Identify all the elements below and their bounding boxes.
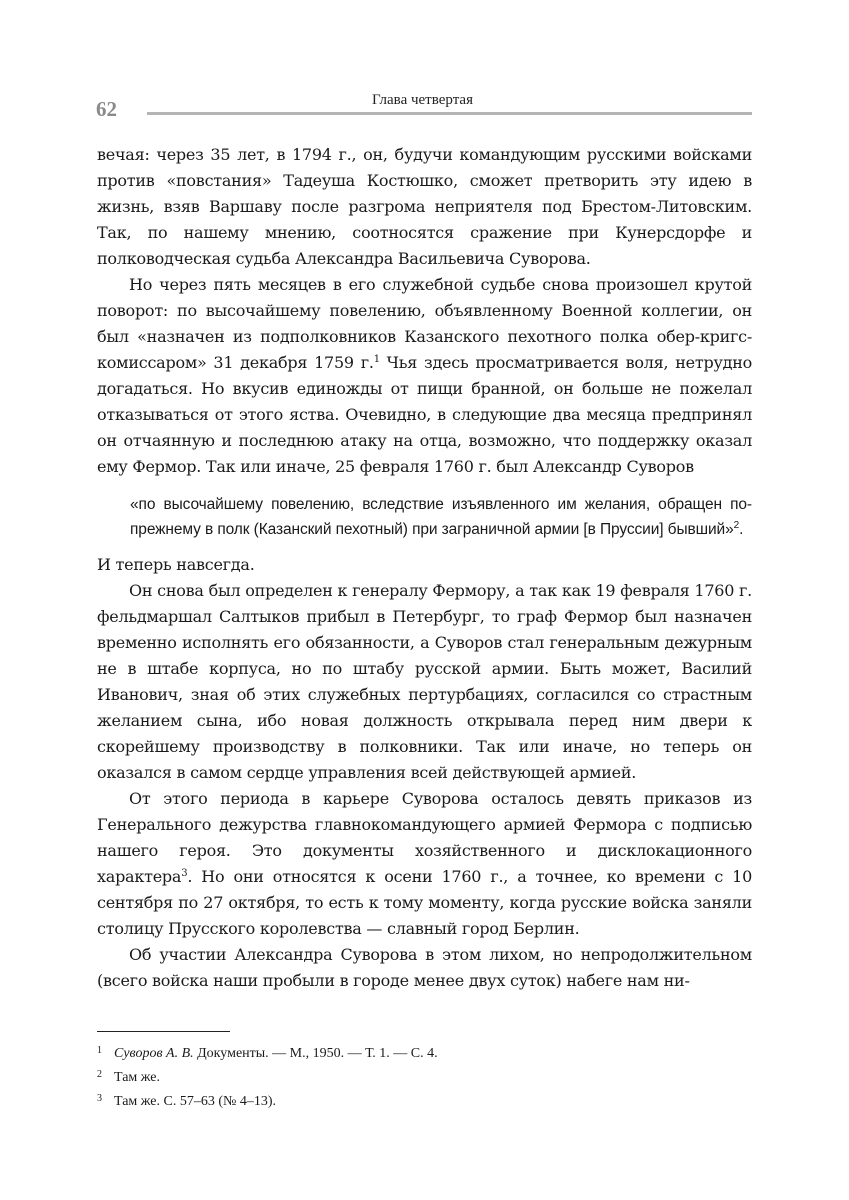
body-text	[97, 142, 752, 994]
paragraph-5	[97, 786, 752, 942]
quote-text: «по высочайшему повелению, вследствие изъявленного им желания, обращен по-прежнему в полк (Казанский пехотный) при заграничной армии [в Пруссии] бывший»	[130, 496, 752, 538]
quote-end: .	[739, 521, 744, 538]
paragraph-6: Об участии Александра Суворова в этом лихом, но непродолжительном (всего войска наши пробыли в городе менее двух суток) набеге нам ни-	[97, 945, 752, 990]
footnote-rule	[97, 1031, 230, 1032]
paragraph-1: вечая: через 35 лет, в 1794 г., он, будучи командующим русскими войсками против «повстания» Тадеуша Костюшко, сможет претворить эту идею в жизнь, взяв Варшаву после разгрома неприятеля под Брестом-Литовским. Так, по нашему мнению, соотносятся сражение при Кунерсдорфе и полководческая судьба Александра Васильевича Суворова.	[97, 145, 752, 268]
paragraph-5-part-b: . Но они относятся к осени 1760 г., а точнее, ко времени с 10 сентября по 27 октября, то есть к тому моменту, когда русские войска заняли столицу Прусского королевства — славный город Берлин.	[97, 867, 752, 938]
paragraph-3: И теперь навсегда.	[97, 555, 255, 574]
footnote-text: Там же.	[114, 1070, 160, 1085]
footnote-text	[114, 1042, 438, 1065]
footnote-citation: Документы. — М., 1950. — Т. 1. — С. 4.	[193, 1046, 438, 1061]
block-quote	[130, 492, 752, 542]
footnote-2	[97, 1066, 752, 1090]
footnote-3	[97, 1090, 752, 1114]
paragraph-2	[97, 272, 752, 480]
footnote-text: Там же. С. 57–63 (№ 4–13).	[114, 1094, 276, 1109]
header-rule	[147, 112, 752, 115]
paragraph-2-part-a: Но через пять месяцев в его служебной судьбе снова произошел крутой поворот: по высочайшему повелению, объявленному Военной коллегии, он был «назначен из подполковников Казанского пехотного полка обер-кригс-комиссаром» 31 декабря 1759 г.	[97, 275, 752, 372]
footnotes	[97, 1042, 752, 1114]
running-head: Глава четвертая	[372, 92, 473, 108]
footnote-ref-3: 3	[181, 868, 188, 879]
footnote-ref-1: 1	[373, 354, 380, 365]
footnote-number: 2	[97, 1069, 102, 1080]
footnote-ref-2: 2	[733, 520, 740, 531]
paragraph-2-part-b: Чья здесь просматривается воля, нетрудно догадаться. Но вкусив единожды от пищи бранной, он больше не пожелал отказываться от этого яства. Очевидно, в следующие два месяца предпринял он отчаянную и последнюю атаку на отца, возможно, что поддержку оказал ему Фермор. Так или иначе, 25 февраля 1760 г. был Александр Суворов	[97, 353, 753, 476]
paragraph-4: Он снова был определен к генералу Фермору, а так как 19 февраля 1760 г. фельдмаршал Салтыков прибыл в Петербург, то граф Фермор был назначен временно исполнять его обязанности, а Суворов стал генеральным дежурным не в штабе корпуса, но по штабу русской армии. Быть может, Василий Иванович, зная об этих служебных пертурбациях, согласился со страстным желанием сына, ибо новая должность открывала перед ним двери к скорейшему производству в полковники. Так или иначе, но теперь он оказался в самом сердце управления всей действующей армией.	[97, 581, 752, 782]
footnote-1	[97, 1042, 752, 1066]
footnote-author: Суворов А. В.	[114, 1046, 194, 1061]
footnote-number: 1	[97, 1045, 102, 1056]
paragraph-5-part-a: От этого периода в карьере Суворова осталось девять приказов из Генерального дежурства главнокомандующего армией Фермора с подписью нашего героя. Это документы хозяйственного и дисклокационного характера	[97, 789, 752, 886]
page-number: 62	[96, 97, 117, 121]
footnote-number: 3	[97, 1093, 102, 1104]
